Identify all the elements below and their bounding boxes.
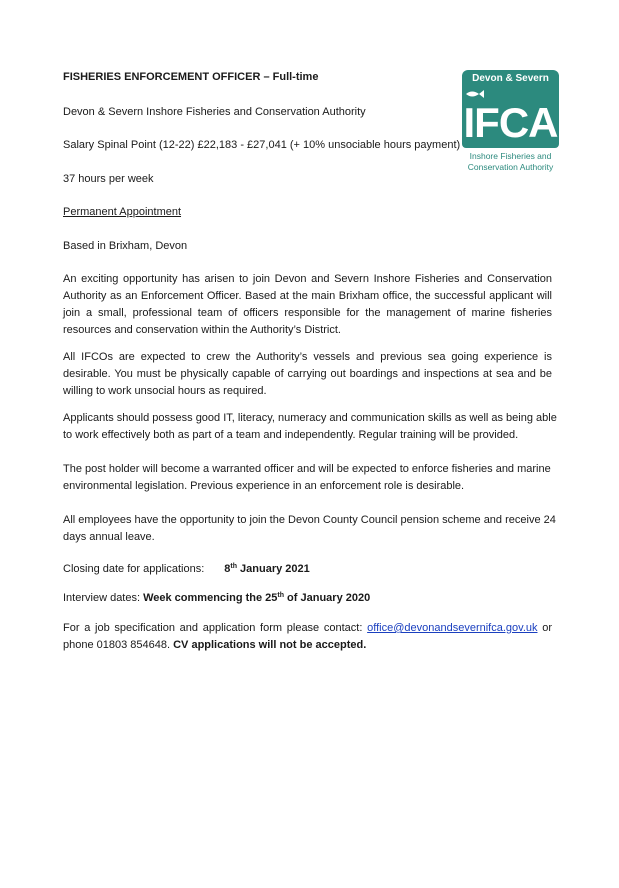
contact-paragraph: For a job specification and application form please contact: office@devonandsevernifca.gov.uk or phone 01803 854648. CV applications will not be accepted. xyxy=(63,622,552,651)
logo-main-text-box xyxy=(462,100,559,148)
organisation-name: Devon & Severn Inshore Fisheries and Conservation Authority xyxy=(63,106,366,118)
closing-date-label: Closing date for applications: xyxy=(63,563,205,575)
location-line: Based in Brixham, Devon xyxy=(63,240,188,252)
cv-note: CV applications will not be accepted. xyxy=(173,639,367,651)
warrant-paragraph: The post holder will become a warranted officer and will be expected to enforce fisheries and marine environmental legislation. Previous experience in an enforcement role is desirable. xyxy=(63,463,551,492)
benefits-paragraph: All employees have the opportunity to join the Devon County Council pension scheme and receive 24 days annual leave. xyxy=(63,514,556,543)
hours-line: 37 hours per week xyxy=(63,173,154,185)
interview-dates-value: Week commencing the 25th of January 2020 xyxy=(143,592,371,604)
intro-paragraph: An exciting opportunity has arisen to join Devon and Severn Inshore Fisheries and Conservation Authority as an Enforcement Officer. Based at the main Brixham office, the successful applicant will join a small, professional team of officers responsible for the management of marine fisheries resources and conservation within the Authority’s District. xyxy=(63,273,552,336)
interview-dates xyxy=(63,590,370,607)
vessel-paragraph: All IFCOs are expected to crew the Authority’s vessels and previous sea going experience is desirable. You must be physically capable of carrying out boardings and inspections at sea and be willing to work unsocial hours as required. xyxy=(63,351,552,397)
salary-line: Salary Spinal Point (12-22) £22,183 - £27,041 (+ 10% unsociable hours payment) xyxy=(63,139,461,151)
appointment-type: Permanent Appointment xyxy=(63,206,182,218)
closing-date-value: 8th January 2021 xyxy=(224,563,310,575)
logo-top-text: Devon & Severn xyxy=(462,70,559,88)
logo-subtitle xyxy=(462,151,559,173)
job-title: FISHERIES ENFORCEMENT OFFICER – Full-time xyxy=(63,71,319,83)
logo-subtitle-line1: Inshore Fisheries and xyxy=(469,151,552,161)
interview-dates-label: Interview dates: xyxy=(63,592,144,604)
skills-paragraph: Applicants should possess good IT, literacy, numeracy and communication skills as well as being able to work effectively both as part of a team and independently. Regular training will be provided. xyxy=(63,412,557,441)
logo-main-text: IFCA xyxy=(463,99,558,146)
ifca-logo xyxy=(462,70,559,173)
contact-email-link[interactable]: office@devonandsevernifca.gov.uk xyxy=(367,622,538,634)
logo-subtitle-line2: Conservation Authority xyxy=(467,162,554,172)
closing-date xyxy=(63,561,310,578)
